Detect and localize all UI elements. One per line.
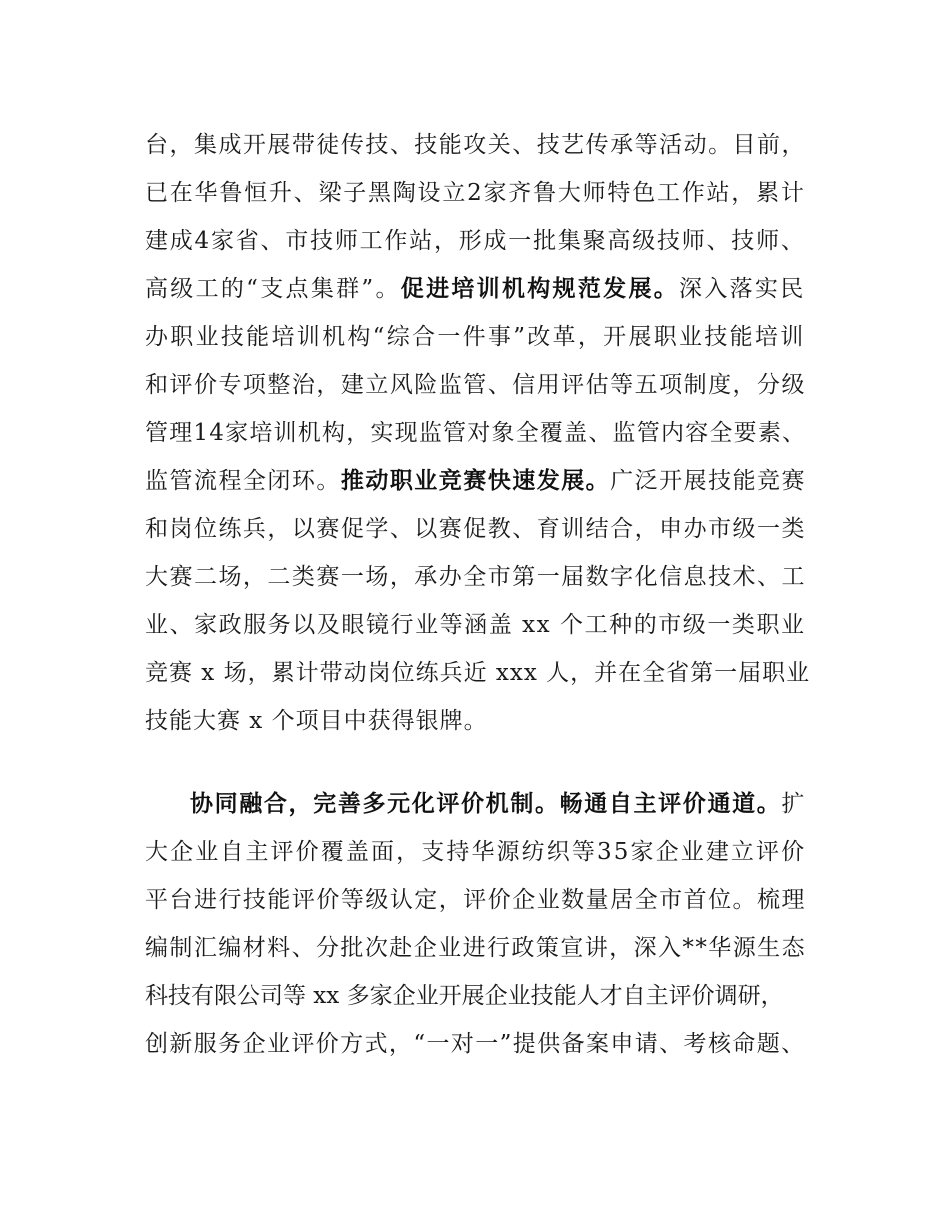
line-text: 管理14家培训机构，实现监管对象全覆盖、监管内容全要素、 xyxy=(145,420,807,446)
text-line xyxy=(190,784,806,824)
line-text: 科技有限公司等 xx 多家企业开展企业技能人才自主评价调研， xyxy=(145,983,784,1009)
line-text: 创新服务企业评价方式，“一对一”提供备案申请、考核命题、 xyxy=(145,1031,806,1057)
line-text: 技能大赛 x 个项目中获得银牌。 xyxy=(145,708,488,734)
bold-heading: 促进培训机构规范发展。 xyxy=(400,276,680,302)
line-text: 业、家政服务以及眼镜行业等涵盖 xx 个工种的市级一类职业 xyxy=(145,612,806,638)
line-text: 深入落实民 xyxy=(679,276,806,302)
line-text: 监管流程全闭环。 xyxy=(145,468,341,494)
line-text: 办职业技能培训机构“综合一件事”改革，开展职业技能培训 xyxy=(145,324,806,350)
text-line xyxy=(145,653,810,693)
text-line xyxy=(145,880,806,920)
bold-heading: 推动职业竞赛快速发展。 xyxy=(340,468,611,494)
text-line xyxy=(145,269,806,309)
line-text: 已在华鲁恒升、梁子黑陶设立2家齐鲁大师特色工作站，累计 xyxy=(145,180,806,206)
text-line xyxy=(145,701,488,741)
text-line xyxy=(145,365,806,405)
text-line xyxy=(145,605,806,645)
text-line xyxy=(145,509,806,549)
text-line xyxy=(145,125,806,165)
line-text: 高级工的“支点集群”。 xyxy=(145,276,401,302)
section-heading: 协同融合，完善多元化评价机制。 xyxy=(190,791,560,817)
bold-heading: 畅通自主评价通道。 xyxy=(559,791,782,817)
line-text: 广泛开展技能竞赛 xyxy=(610,468,807,494)
text-line xyxy=(145,1024,806,1064)
text-line xyxy=(145,173,806,213)
line-text: 大赛二场，二类赛一场，承办全市第一届数字化信息技术、工 xyxy=(145,564,806,590)
text-line xyxy=(145,221,806,261)
line-text: 编制汇编材料、分批次赴企业进行政策宣讲，深入**华源生态 xyxy=(145,935,806,961)
text-line xyxy=(145,317,806,357)
line-text: 建成4家省、市技师工作站，形成一批集聚高级技师、技师、 xyxy=(145,228,806,254)
text-line xyxy=(145,832,806,872)
line-text: 和评价专项整治，建立风险监管、信用评估等五项制度，分级 xyxy=(145,372,806,398)
line-text: 台，集成开展带徒传技、技能攻关、技艺传承等活动。目前， xyxy=(145,132,806,158)
line-text: 大企业自主评价覆盖面，支持华源纺织等35家企业建立评价 xyxy=(145,839,807,865)
text-line xyxy=(145,413,806,453)
text-line xyxy=(145,557,806,597)
text-line xyxy=(145,928,806,968)
text-line xyxy=(145,976,784,1016)
text-line xyxy=(145,461,806,501)
line-text: 竞赛 x 场，累计带动岗位练兵近 xxx 人，并在全省第一届职业 xyxy=(145,660,811,686)
line-text: 和岗位练兵，以赛促学、以赛促教、育训结合，申办市级一类 xyxy=(145,516,806,542)
line-text: 平台进行技能评价等级认定，评价企业数量居全市首位。梳理 xyxy=(145,887,806,913)
line-text: 扩 xyxy=(781,791,807,817)
